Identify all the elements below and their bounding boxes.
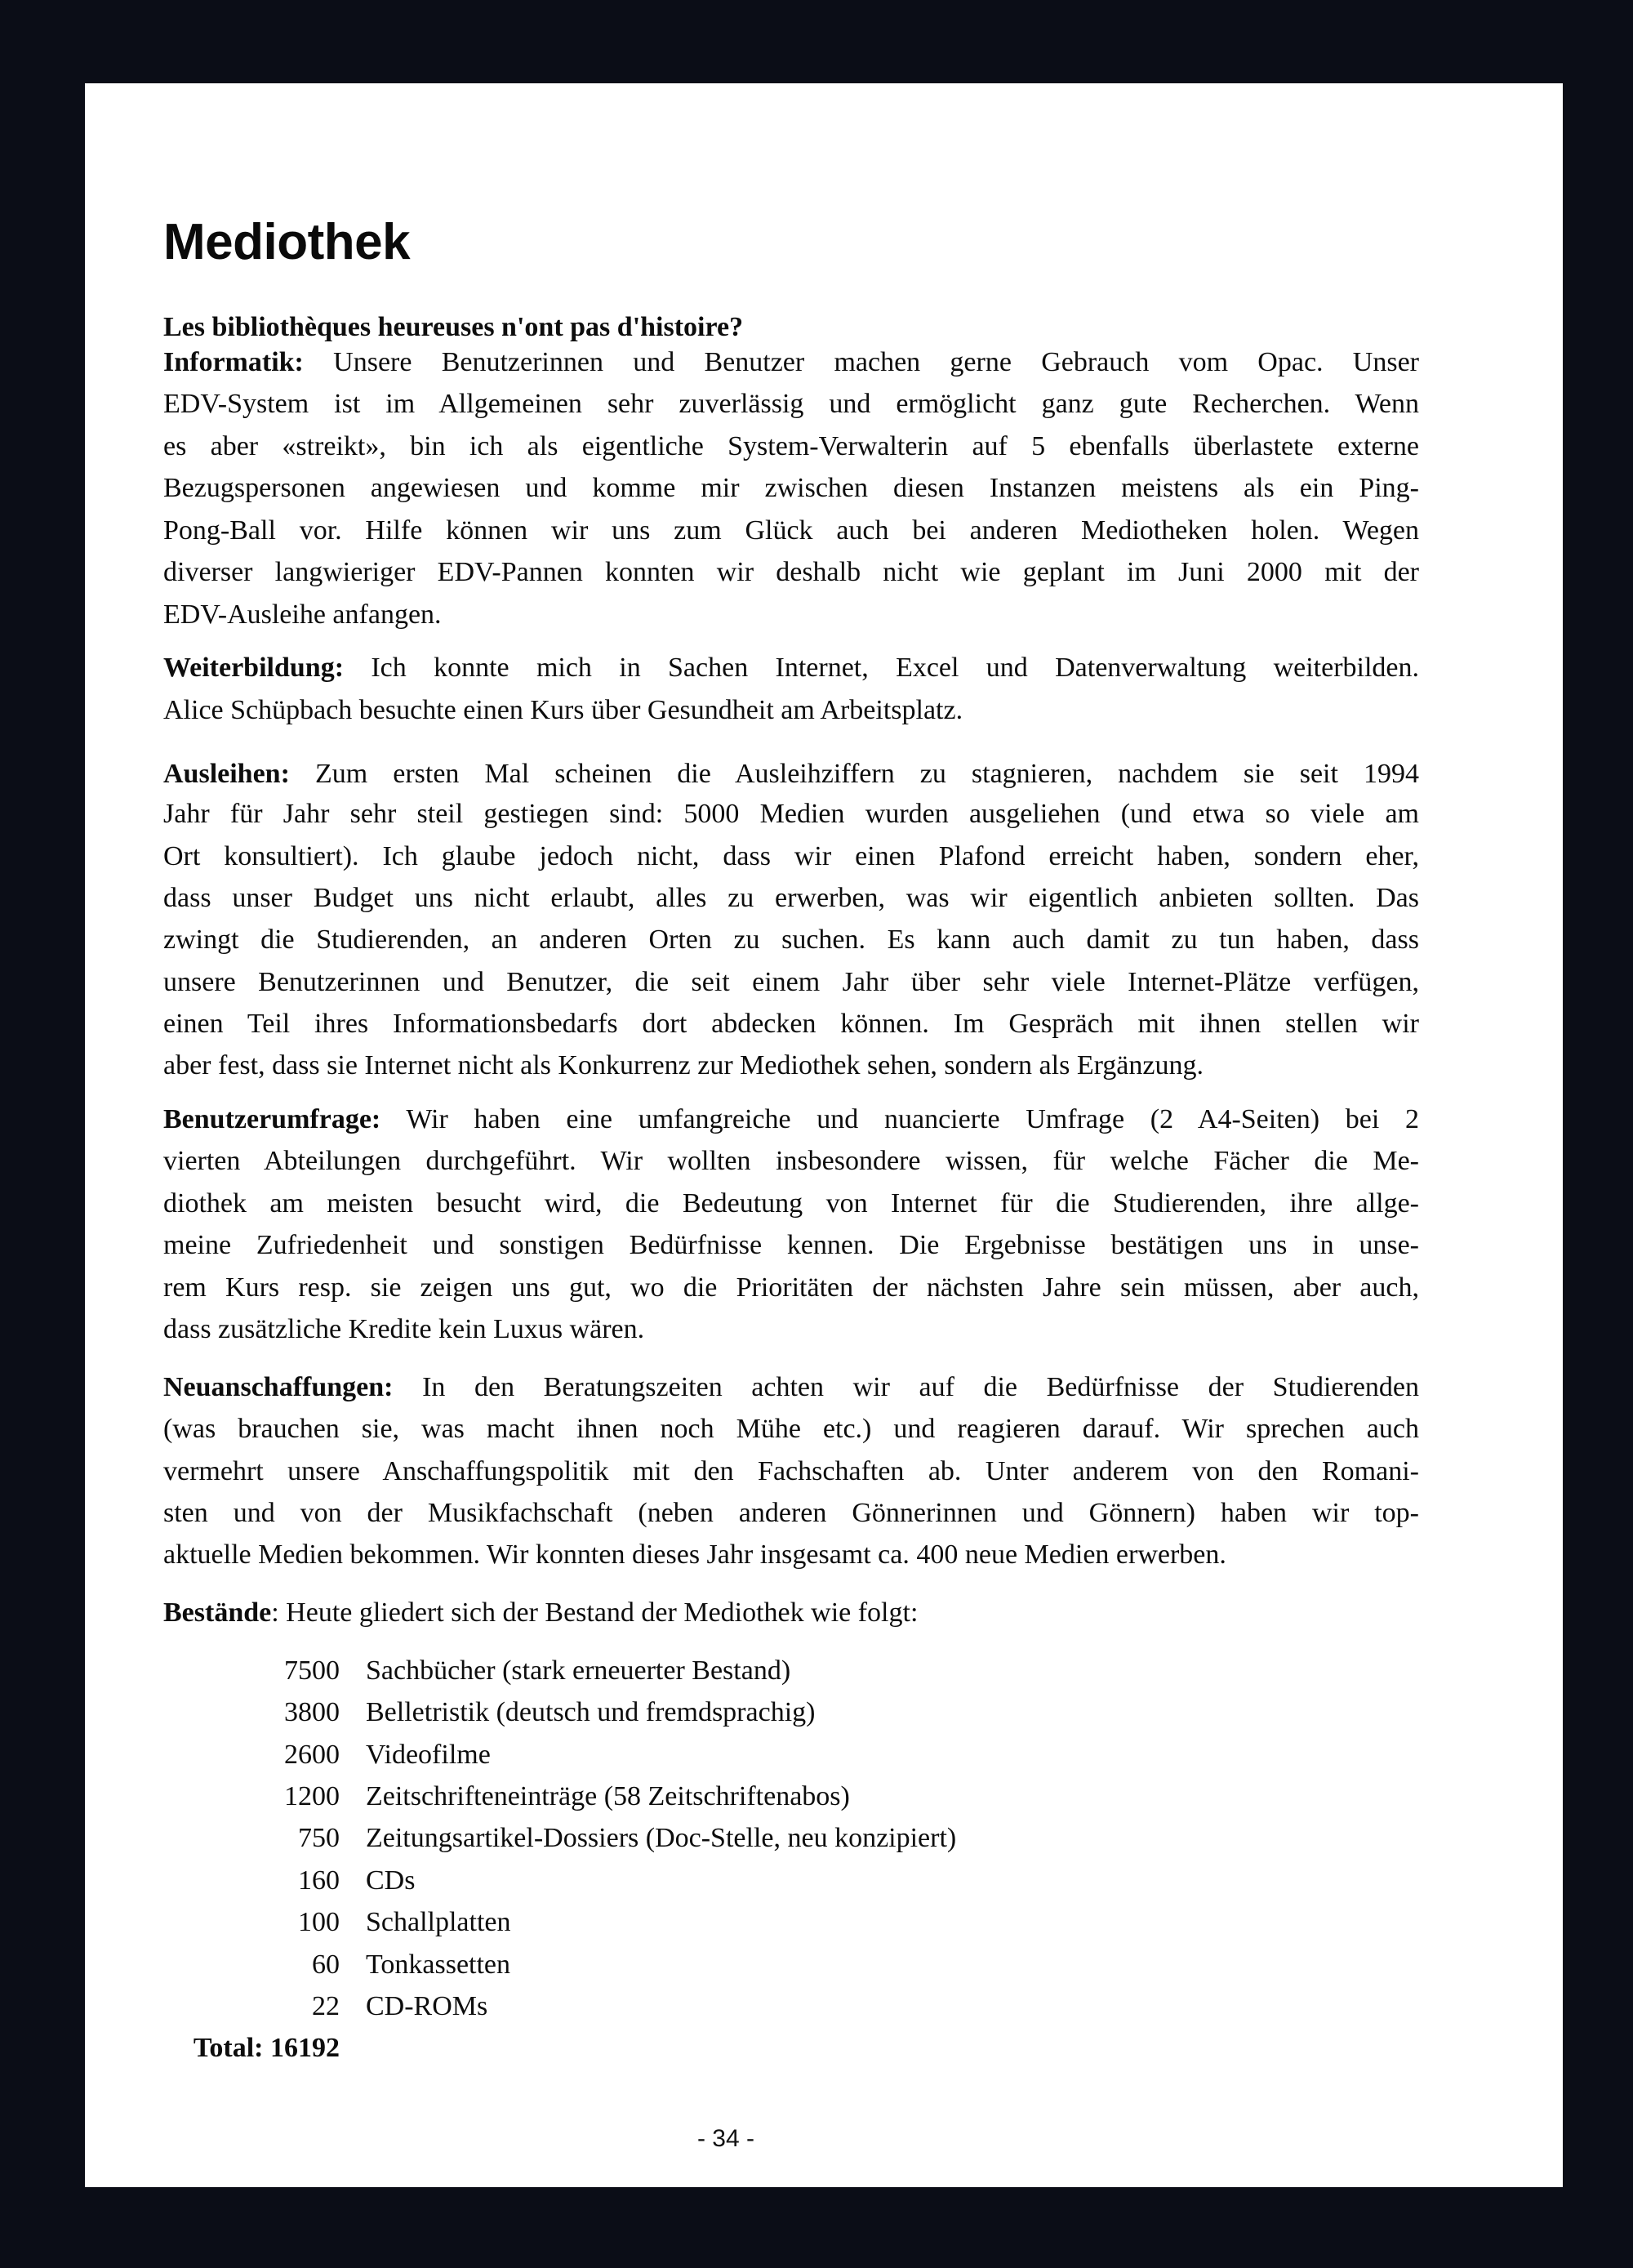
section-heading: Weiterbildung: — [163, 653, 345, 683]
paragraph-line: meine Zufriedenheit und sonstigen Bedürfnisse kennen. Die Ergebnisse bestätigen uns in unse- — [163, 1230, 1419, 1260]
paragraph-line: Pong-Ball vor. Hilfe können wir uns zum Glück auch bei anderen Mediotheken holen. Wegen — [163, 515, 1419, 546]
inventory-row — [163, 1696, 815, 1729]
inventory-row — [163, 1949, 510, 1981]
paragraph-line: aktuelle Medien bekommen. Wir konnten dieses Jahr insgesamt ca. 400 neue Medien erwerben. — [163, 1539, 1226, 1570]
inventory-count: 1200 — [284, 1781, 340, 1811]
inventory-label: Zeitungsartikel-Dossiers (Doc-Stelle, neu konzipiert) — [366, 1823, 957, 1853]
inventory-count: 60 — [312, 1949, 340, 1980]
inventory-count: 160 — [298, 1865, 340, 1896]
paragraph-line: rem Kurs resp. sie zeigen uns gut, wo die Prioritäten der nächsten Jahre sein müssen, aber auch, — [163, 1272, 1419, 1303]
paragraph-line: EDV-Ausleihe anfangen. — [163, 599, 442, 630]
inventory-label: Schallplatten — [366, 1907, 511, 1937]
paragraph-line: Ausleihen: Zum ersten Mal scheinen die Ausleihziffern zu stagnieren, nachdem sie seit 1994 — [163, 759, 1419, 789]
paragraph-line: Neuanschaffungen: In den Beratungszeiten achten wir auf die Bedürfnisse der Studierenden — [163, 1372, 1420, 1402]
section-heading: Bestände — [163, 1597, 272, 1628]
document-page — [85, 83, 1563, 2187]
inventory-count: 100 — [298, 1907, 340, 1937]
paragraph-line: Alice Schüpbach besuchte einen Kurs über Gesundheit am Arbeitsplatz. — [163, 695, 963, 725]
inventory-count: 3800 — [284, 1697, 340, 1727]
paragraph-line: (was brauchen sie, was macht ihnen noch Mühe etc.) und reagieren darauf. Wir sprechen auch — [163, 1414, 1419, 1444]
inventory-row — [163, 1906, 511, 1939]
section-heading: Informatik: — [163, 347, 304, 377]
paragraph-line: diverser langwieriger EDV-Pannen konnten wir deshalb nicht wie geplant im Juni 2000 mit der — [163, 557, 1419, 587]
inventory-label: Sachbücher (stark erneuerter Bestand) — [366, 1655, 791, 1686]
paragraph-line: einen Teil ihres Informationsbedarfs dort abdecken können. Im Gespräch mit ihnen stellen wir — [163, 1009, 1419, 1039]
paragraph-line: zwingt die Studierenden, an anderen Orten zu suchen. Es kann auch damit zu tun haben, dass — [163, 925, 1419, 955]
inventory-count: 22 — [312, 1991, 340, 2021]
paragraph-line: Bezugspersonen angewiesen und komme mir zwischen diesen Instanzen meistens als ein Ping- — [163, 473, 1419, 503]
paragraph-line: dass unser Budget uns nicht erlaubt, alles zu erwerben, was wir eigentlich anbieten sollten. Das — [163, 883, 1419, 913]
inventory-label: CDs — [366, 1865, 416, 1896]
page-title: Mediothek — [163, 214, 411, 270]
inventory-label: Videofilme — [366, 1740, 491, 1770]
inventory-row — [163, 1990, 487, 2023]
inventory-label: Belletristik (deutsch und fremdsprachig) — [366, 1697, 816, 1727]
inventory-count: 7500 — [284, 1655, 340, 1686]
paragraph-line: Weiterbildung: Ich konnte mich in Sachen Internet, Excel und Datenverwaltung weiterbilden. — [163, 653, 1419, 683]
paragraph-line: es aber «streikt», bin ich als eigentliche System-Verwalterin auf 5 ebenfalls überlastete externe — [163, 431, 1419, 461]
paragraph-line: Benutzerumfrage: Wir haben eine umfangreiche und nuancierte Umfrage (2 A4-Seiten) bei 2 — [163, 1104, 1419, 1134]
inventory-row — [163, 1780, 850, 1813]
inventory-row — [163, 1865, 415, 1897]
paragraph-line: vermehrt unsere Anschaffungspolitik mit den Fachschaften ab. Unter anderem von den Romani- — [163, 1456, 1419, 1486]
paragraph-line: sten und von der Musikfachschaft (neben anderen Gönnerinnen und Gönnern) haben wir top- — [163, 1498, 1419, 1528]
paragraph-line: EDV-System ist im Allgemeinen sehr zuverlässig und ermöglicht ganz gute Recherchen. Wenn — [163, 389, 1419, 419]
inventory-row — [163, 1655, 790, 1687]
paragraph-line: diothek am meisten besucht wird, die Bedeutung von Internet für die Studierenden, ihre allge- — [163, 1188, 1419, 1219]
inventory-count: 2600 — [284, 1740, 340, 1770]
paragraph-line: Informatik: Unsere Benutzerinnen und Benutzer machen gerne Gebrauch vom Opac. Unser — [163, 347, 1420, 377]
paragraph-line: Bestände: Heute gliedert sich der Bestand der Mediothek wie folgt: — [163, 1597, 919, 1628]
paragraph-line: aber fest, dass sie Internet nicht als Konkurrenz zur Mediothek sehen, sondern als Ergänzung. — [163, 1050, 1204, 1081]
inventory-label: CD-ROMs — [366, 1991, 488, 2021]
inventory-label: Tonkassetten — [366, 1949, 511, 1980]
paragraph-line: Ort konsultiert). Ich glaube jedoch nicht, dass wir einen Plafond erreicht haben, sondern eher, — [163, 841, 1419, 871]
paragraph-line: vierten Abteilungen durchgeführt. Wir wollten insbesondere wissen, für welche Fächer die Me- — [163, 1146, 1419, 1176]
inventory-label: Zeitschrifteneinträge (58 Zeitschriftenabos) — [366, 1781, 850, 1811]
inventory-row — [163, 1739, 491, 1771]
paragraph-line: Jahr für Jahr sehr steil gestiegen sind: 5000 Medien wurden ausgeliehen (und etwa so viele am — [163, 799, 1419, 829]
paragraph-line: unsere Benutzerinnen und Benutzer, die seit einem Jahr über sehr viele Internet-Plätze verfügen, — [163, 967, 1419, 997]
inventory-row — [163, 1822, 956, 1855]
section-heading: Benutzerumfrage: — [163, 1104, 381, 1134]
inventory-count: 750 — [298, 1823, 340, 1853]
paragraph-line: dass zusätzliche Kredite kein Luxus wären. — [163, 1314, 645, 1344]
subtitle: Les bibliothèques heureuses n'ont pas d'histoire? — [163, 312, 744, 342]
inventory-total: Total: 16192 — [193, 2033, 340, 2063]
section-heading: Neuanschaffungen: — [163, 1372, 394, 1402]
section-heading: Ausleihen: — [163, 759, 290, 789]
page-number: - 34 - — [696, 2125, 755, 2152]
